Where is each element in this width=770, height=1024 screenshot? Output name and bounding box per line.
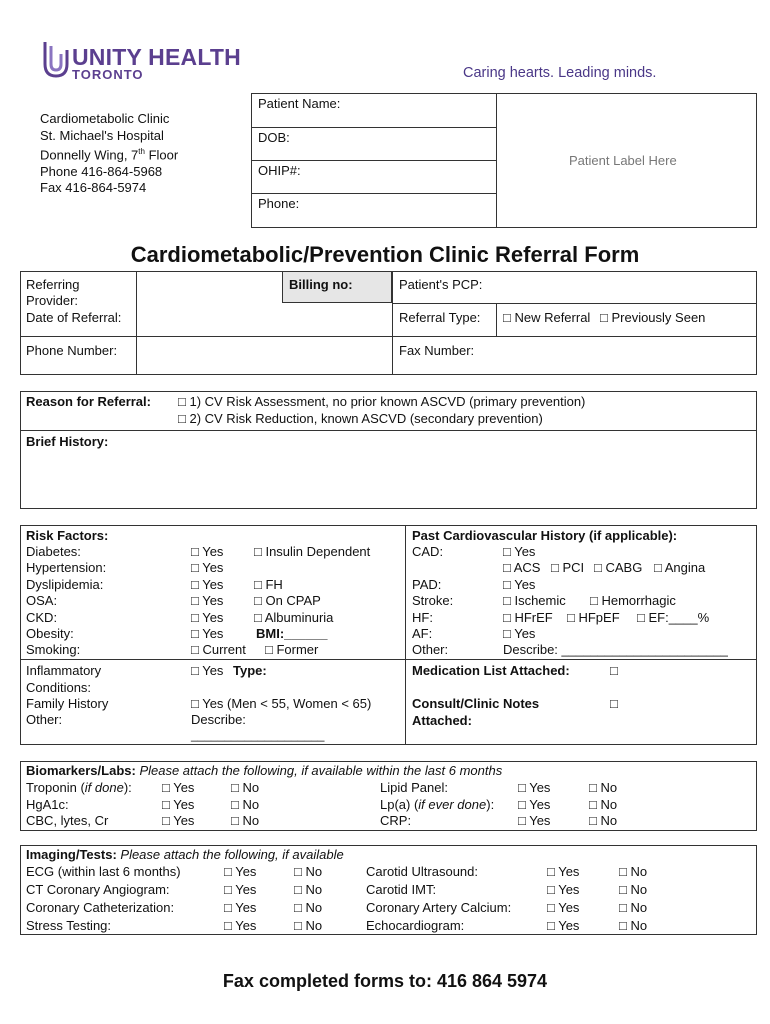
echo-label: Echocardiogram: bbox=[366, 918, 465, 933]
hfref-checkbox[interactable]: □ HFrEF bbox=[503, 610, 553, 625]
inflammatory-yes-checkbox[interactable]: □ Yes bbox=[191, 663, 224, 678]
billing-no-label: Billing no: bbox=[289, 277, 353, 292]
referring-provider-label: Referring Provider: bbox=[26, 277, 80, 308]
osa-yes-checkbox[interactable]: □ Yes bbox=[191, 593, 224, 608]
hf-label: HF: bbox=[412, 610, 433, 625]
other-risk-label: Other: bbox=[26, 712, 63, 727]
cad-label: CAD: bbox=[412, 544, 444, 559]
hga1c-label: HgA1c: bbox=[26, 797, 69, 812]
clinic-address bbox=[40, 111, 178, 197]
medication-list-checkbox[interactable]: □ bbox=[610, 663, 618, 678]
referral-type-label: Referral Type: bbox=[399, 310, 481, 325]
troponin-label: Troponin (if done): bbox=[26, 780, 132, 795]
clinic-wing: Donnelly Wing, 7th Floor bbox=[40, 147, 179, 163]
cac-yes-checkbox[interactable]: □ Yes bbox=[547, 900, 580, 915]
labs-heading: Biomarkers/Labs: Please attach the following, if available within the last 6 months bbox=[26, 763, 503, 778]
cath-no-checkbox[interactable]: □ No bbox=[294, 900, 323, 915]
cath-yes-checkbox[interactable]: □ Yes bbox=[224, 900, 257, 915]
dob-field[interactable]: DOB: bbox=[258, 130, 290, 145]
carotid-imt-label: Carotid IMT: bbox=[366, 882, 437, 897]
clinic-phone: Phone 416-864-5968 bbox=[40, 163, 163, 179]
reason-option-secondary[interactable]: □ 2) CV Risk Reduction, known ASCVD (secondary prevention) bbox=[178, 411, 543, 426]
clinic-name: Cardiometabolic Clinic bbox=[40, 111, 170, 126]
clinic-fax: Fax 416-864-5974 bbox=[40, 180, 147, 196]
patient-phone-field[interactable]: Phone: bbox=[258, 196, 300, 211]
tagline: Caring hearts. Leading minds. bbox=[463, 65, 657, 81]
ecg-no-checkbox[interactable]: □ No bbox=[294, 864, 323, 879]
fh-checkbox[interactable]: □ FH bbox=[254, 577, 283, 592]
obesity-yes-checkbox[interactable]: □ Yes bbox=[191, 626, 224, 641]
other-risk-describe-line[interactable]: ____________________ bbox=[191, 728, 325, 742]
medication-list-label: Medication List Attached: bbox=[412, 663, 570, 678]
hfpef-checkbox[interactable]: □ HFpEF bbox=[567, 610, 620, 625]
phone-number-label: Phone Number: bbox=[26, 343, 118, 358]
dyslipidemia-yes-checkbox[interactable]: □ Yes bbox=[191, 577, 224, 592]
reason-label: Reason for Referral: bbox=[26, 394, 151, 409]
lipid-yes-checkbox[interactable]: □ Yes bbox=[518, 780, 551, 795]
carotid-imt-yes-checkbox[interactable]: □ Yes bbox=[547, 882, 580, 897]
angina-checkbox[interactable]: □ Angina bbox=[654, 560, 706, 575]
cpap-checkbox[interactable]: □ On CPAP bbox=[254, 593, 321, 608]
pad-label: PAD: bbox=[412, 577, 442, 592]
risk-factors-heading: Risk Factors: bbox=[26, 528, 109, 543]
inflammatory-label: Inflammatory Conditions: bbox=[26, 663, 102, 695]
hga1c-yes-checkbox[interactable]: □ Yes bbox=[162, 797, 195, 812]
logo-name: UNITY HEALTH bbox=[72, 44, 241, 70]
consult-notes-checkbox[interactable]: □ bbox=[610, 696, 618, 711]
carotid-us-yes-checkbox[interactable]: □ Yes bbox=[547, 864, 580, 879]
family-history-yes-checkbox[interactable]: □ Yes (Men < 55, Women < 65) bbox=[191, 696, 372, 711]
pci-checkbox[interactable]: □ PCI bbox=[551, 560, 585, 575]
ecg-label: ECG (within last 6 months) bbox=[26, 864, 181, 879]
cac-no-checkbox[interactable]: □ No bbox=[619, 900, 648, 915]
brief-history-label: Brief History: bbox=[26, 434, 109, 449]
carotid-us-no-checkbox[interactable]: □ No bbox=[619, 864, 648, 879]
echo-yes-checkbox[interactable]: □ Yes bbox=[547, 918, 580, 933]
lpa-yes-checkbox[interactable]: □ Yes bbox=[518, 797, 551, 812]
lpa-no-checkbox[interactable]: □ No bbox=[589, 797, 618, 812]
diabetes-label: Diabetes: bbox=[26, 544, 81, 559]
diabetes-yes-checkbox[interactable]: □ Yes bbox=[191, 544, 224, 559]
smoking-label: Smoking: bbox=[26, 642, 81, 657]
ischemic-checkbox[interactable]: □ Ischemic bbox=[503, 593, 566, 608]
risk-history-section bbox=[20, 525, 757, 745]
crp-no-checkbox[interactable]: □ No bbox=[589, 813, 618, 828]
obesity-label: Obesity: bbox=[26, 626, 74, 641]
form-title: Cardiometabolic/Prevention Clinic Referral Form bbox=[130, 242, 640, 267]
fax-number-label: Fax Number: bbox=[399, 343, 475, 358]
ct-yes-checkbox[interactable]: □ Yes bbox=[224, 882, 257, 897]
ohip-field[interactable]: OHIP#: bbox=[258, 163, 301, 178]
dyslipidemia-label: Dyslipidemia: bbox=[26, 577, 104, 592]
other-risk-describe[interactable]: Describe: bbox=[191, 712, 246, 727]
lipid-panel-label: Lipid Panel: bbox=[380, 780, 448, 795]
stress-no-checkbox[interactable]: □ No bbox=[294, 918, 323, 933]
unity-health-logo-icon bbox=[42, 40, 70, 80]
reason-option-primary[interactable]: □ 1) CV Risk Assessment, no prior known ASCVD (primary prevention) bbox=[178, 394, 586, 409]
stress-yes-checkbox[interactable]: □ Yes bbox=[224, 918, 257, 933]
patients-pcp-label: Patient's PCP: bbox=[399, 277, 483, 292]
crp-yes-checkbox[interactable]: □ Yes bbox=[518, 813, 551, 828]
carotid-us-label: Carotid Ultrasound: bbox=[366, 864, 478, 879]
hypertension-label: Hypertension: bbox=[26, 560, 107, 575]
hypertension-yes-checkbox[interactable]: □ Yes bbox=[191, 560, 224, 575]
troponin-yes-checkbox[interactable]: □ Yes bbox=[162, 780, 195, 795]
cac-label: Coronary Artery Calcium: bbox=[366, 900, 512, 915]
past-cv-heading: Past Cardiovascular History (if applicable): bbox=[412, 528, 678, 543]
cad-yes-checkbox[interactable]: □ Yes bbox=[503, 544, 536, 559]
carotid-imt-no-checkbox[interactable]: □ No bbox=[619, 882, 648, 897]
inflammatory-type-label: Type: bbox=[233, 663, 267, 678]
acs-checkbox[interactable]: □ ACS bbox=[503, 560, 541, 575]
hga1c-no-checkbox[interactable]: □ No bbox=[231, 797, 260, 812]
lipid-no-checkbox[interactable]: □ No bbox=[589, 780, 618, 795]
new-referral-checkbox[interactable]: □ New Referral bbox=[503, 310, 591, 325]
af-yes-checkbox[interactable]: □ Yes bbox=[503, 626, 536, 641]
troponin-no-checkbox[interactable]: □ No bbox=[231, 780, 260, 795]
ckd-label: CKD: bbox=[26, 610, 58, 625]
albuminuria-checkbox[interactable]: □ Albuminuria bbox=[254, 610, 334, 625]
smoking-former-checkbox[interactable]: □ Former bbox=[265, 642, 319, 657]
stroke-label: Stroke: bbox=[412, 593, 454, 608]
patient-name-field[interactable]: Patient Name: bbox=[258, 96, 341, 111]
af-label: AF: bbox=[412, 626, 433, 641]
crp-label: CRP: bbox=[380, 813, 412, 828]
cbc-yes-checkbox[interactable]: □ Yes bbox=[162, 813, 195, 828]
ct-angiogram-label: CT Coronary Angiogram: bbox=[26, 882, 170, 897]
other-cv-describe[interactable]: Describe: _______________________ bbox=[503, 642, 728, 657]
insulin-dependent-checkbox[interactable]: □ Insulin Dependent bbox=[254, 544, 371, 559]
osa-label: OSA: bbox=[26, 593, 58, 608]
lpa-label: Lp(a) (if ever done): bbox=[380, 797, 495, 812]
cbc-label: CBC, lytes, Cr bbox=[26, 813, 109, 828]
ef-field[interactable]: □ EF:____% bbox=[637, 610, 710, 625]
consult-notes-label: Consult/Clinic Notes Attached: bbox=[412, 696, 540, 728]
logo-sub: TORONTO bbox=[72, 67, 144, 82]
stress-testing-label: Stress Testing: bbox=[26, 918, 112, 933]
previously-seen-checkbox[interactable]: □ Previously Seen bbox=[600, 310, 706, 325]
ecg-yes-checkbox[interactable]: □ Yes bbox=[224, 864, 257, 879]
family-history-label: Family History bbox=[26, 696, 109, 711]
cabg-checkbox[interactable]: □ CABG bbox=[594, 560, 643, 575]
ct-no-checkbox[interactable]: □ No bbox=[294, 882, 323, 897]
smoking-current-checkbox[interactable]: □ Current bbox=[191, 642, 246, 657]
date-of-referral-label: Date of Referral: bbox=[26, 310, 122, 325]
echo-no-checkbox[interactable]: □ No bbox=[619, 918, 648, 933]
imaging-heading: Imaging/Tests: Please attach the following, if available bbox=[26, 847, 344, 862]
other-cv-label: Other: bbox=[412, 642, 449, 657]
fax-instruction: Fax completed forms to: 416 864 5974 bbox=[222, 971, 548, 991]
pad-yes-checkbox[interactable]: □ Yes bbox=[503, 577, 536, 592]
patient-label-area[interactable]: Patient Label Here bbox=[569, 153, 677, 168]
clinic-hospital: St. Michael's Hospital bbox=[40, 127, 164, 143]
bmi-field[interactable]: BMI:______ bbox=[256, 626, 328, 641]
hemorrhagic-checkbox[interactable]: □ Hemorrhagic bbox=[590, 593, 676, 608]
ckd-yes-checkbox[interactable]: □ Yes bbox=[191, 610, 224, 625]
catheterization-label: Coronary Catheterization: bbox=[26, 900, 175, 915]
cbc-no-checkbox[interactable]: □ No bbox=[231, 813, 260, 828]
